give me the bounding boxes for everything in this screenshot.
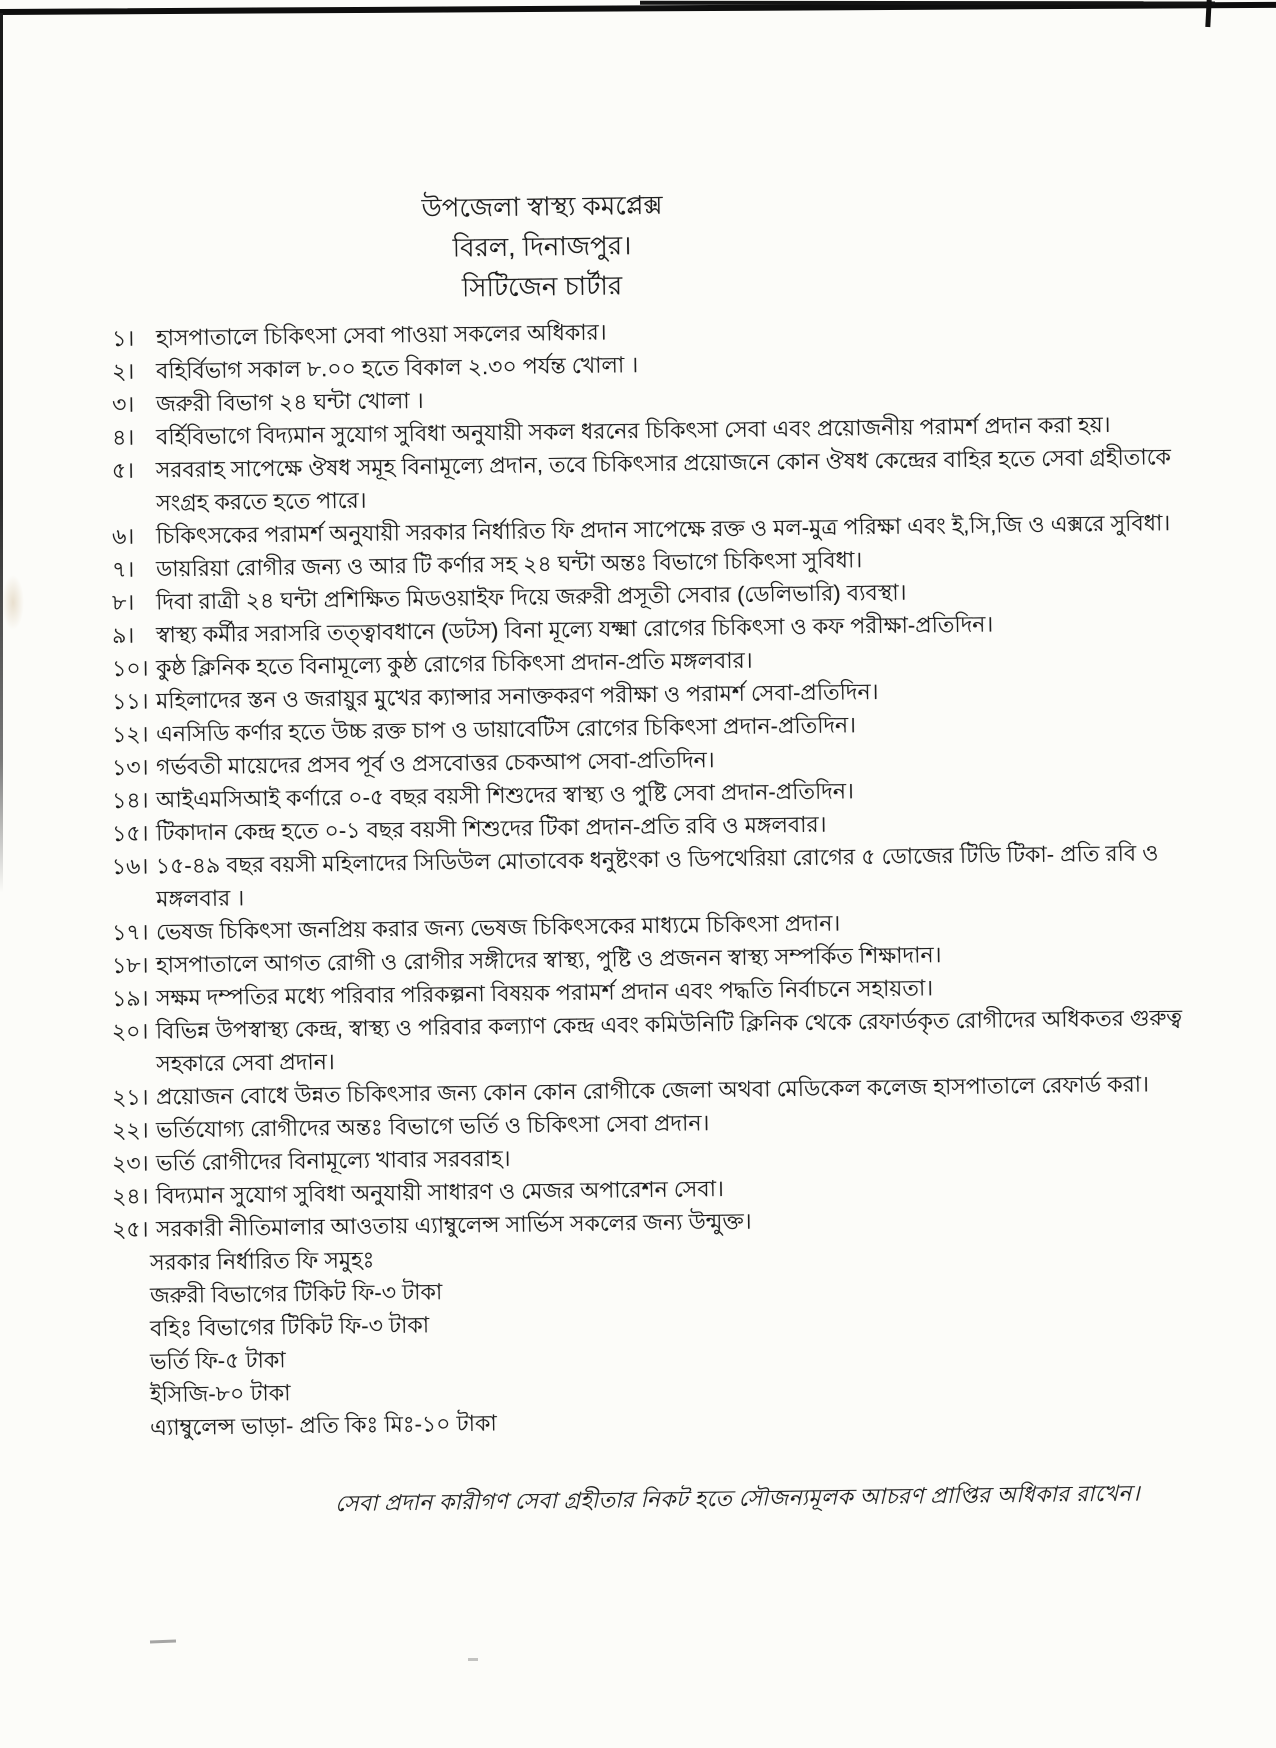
item-number: ২। xyxy=(111,358,135,384)
item-text: প্রয়োজন বোধে উন্নত চিকিৎসার জন্য কোন কোন রোগীকে জেলা অথবা মেডিকেল কলেজ হাসপাতালে রেফার্ড করা। xyxy=(155,1071,1149,1110)
item-number: ১০। xyxy=(111,655,149,681)
item-number: ১৫। xyxy=(111,820,149,846)
item-number: ১৯। xyxy=(111,985,149,1011)
fees-section xyxy=(150,1246,1192,1444)
item-text: সরকারী নীতিমালার আওতায় এ্যাম্বুলেন্স সার্ভিস সকলের জন্য উন্মুক্ত। xyxy=(155,1208,752,1242)
scan-smudge xyxy=(2,575,24,630)
item-text: ১৫-৪৯ বছর বয়সী মহিলাদের সিডিউল মোতাবেক ধনুষ্টংকা ও ডিপথেরিয়া রোগের ৫ ডোজের টিডি টিকা- প্রতি রবি ও মঙ্গলবার । xyxy=(155,840,1159,912)
fee-lines xyxy=(150,1279,1192,1444)
item-number: ২১। xyxy=(111,1084,149,1110)
item-number: ২২। xyxy=(111,1117,149,1143)
item-text: বহির্বিভাগ সকাল ৮.০০ হতে বিকাল ২.৩০ পর্যন্ত খোলা । xyxy=(155,352,639,384)
item-text: ডায়রিয়া রোগীর জন্য ও আর টি কর্ণার সহ ২৪ ঘন্টা অন্তঃ বিভাগে চিকিৎসা সুবিধা। xyxy=(155,547,863,582)
item-text: সক্ষম দম্পতির মধ্যে পরিবার পরিকল্পনা বিষয়ক পরামর্শ প্রদান এবং পদ্ধতি নির্বাচনে সহায়তা। xyxy=(155,975,934,1011)
item-text: এনসিডি কর্ণার হতে উচ্চ রক্ত চাপ ও ডায়াবেটিস রোগের চিকিৎসা প্রদান-প্রতিদিন। xyxy=(155,712,857,747)
item-text: মহিলাদের স্তন ও জরায়ুর মুখের ক্যান্সার সনাক্তকরণ পরীক্ষা ও পরামর্শ সেবা-প্রতিদিন। xyxy=(155,678,879,714)
item-text: হাসপাতালে আগত রোগী ও রোগীর সঙ্গীদের স্বাস্থ্য, পুষ্টি ও প্রজনন স্বাস্থ্য সম্পর্কিত শিক্ষাদান। xyxy=(155,942,942,978)
item-number: ১৩। xyxy=(111,754,149,780)
item-text: গর্ভবতী মায়েদের প্রসব পূর্ব ও প্রসবোত্তর চেকআপ সেবা-প্রতিদিন। xyxy=(155,747,715,780)
fee-line: এ্যাম্বুলেন্স ভাড়া- প্রতি কিঃ মিঃ-১০ টাকা xyxy=(149,1410,497,1440)
scan-edge-top-right xyxy=(640,1,1215,6)
item-number: ১৭। xyxy=(111,919,149,945)
doc-title: উপজেলা স্বাস্থ্য কমপ্লেক্স xyxy=(421,189,663,223)
footer-note: সেবা প্রদান কারীগণ সেবা গ্রহীতার নিকট হতে সৌজন্যমূলক আচরণ প্রাপ্তির অধিকার রাখেন। xyxy=(334,1480,1140,1516)
item-number: ৮। xyxy=(111,589,135,615)
doc-location: বিরল, দিনাজপুর। xyxy=(452,230,632,263)
item-number: ১। xyxy=(111,325,135,351)
item-text: দিবা রাত্রী ২৪ ঘন্টা প্রশিক্ষিত মিডওয়াইফ দিয়ে জরুরী প্রসূতী সেবার (ডেলিভারি) ব্যবস্থা। xyxy=(155,579,907,615)
document-content xyxy=(111,189,1192,1519)
item-text: আইএমসিআই কর্ণারে ০-৫ বছর বয়সী শিশুদের স্বাস্থ্য ও পুষ্টি সেবা প্রদান-প্রতিদিন। xyxy=(155,778,854,813)
document-header xyxy=(112,189,972,312)
item-text: বিদ্যমান সুযোগ সুবিধা অনুযায়ী সাধারণ ও মেজর অপারেশন সেবা। xyxy=(155,1175,724,1209)
scan-edge-notch xyxy=(1205,0,1211,27)
scan-speck xyxy=(468,1658,478,1661)
service-list xyxy=(111,319,1192,1246)
item-number: ৩। xyxy=(111,391,135,417)
item-number: ২৩। xyxy=(111,1150,149,1176)
item-number: ১৬। xyxy=(111,853,149,880)
item-text: ভর্তিযোগ্য রোগীদের অন্তঃ বিভাগে ভর্তি ও চিকিৎসা সেবা প্রদান। xyxy=(155,1110,710,1143)
item-text: স্বাস্থ্য কর্মীর সরাসরি তত্ত্বাবধানে (ডটস) বিনা মূল্যে যক্ষ্মা রোগের চিকিৎসা ও কফ পরীক্ষা-প্রতিদিন। xyxy=(155,611,994,648)
item-number: ১৪। xyxy=(111,787,149,813)
item-text: কুষ্ঠ ক্লিনিক হতে বিনামূল্যে কুষ্ঠ রোগের চিকিৎসা প্রদান-প্রতি মঙ্গলবার। xyxy=(155,647,753,681)
item-number: ১১। xyxy=(111,688,149,714)
item-number: ৭। xyxy=(111,556,135,582)
item-number: ১৮। xyxy=(111,952,149,978)
item-text: জরুরী বিভাগ ২৪ ঘন্টা খোলা । xyxy=(155,387,424,417)
item-number: ৬। xyxy=(111,523,135,549)
item-number: ৯। xyxy=(111,622,135,648)
item-number: ২৫। xyxy=(111,1216,149,1242)
item-number: ২০। xyxy=(111,1018,149,1045)
fee-line: জরুরী বিভাগের টিকিট ফি-৩ টাকা xyxy=(149,1279,443,1308)
fee-line: বহিঃ বিভাগের টিকিট ফি-৩ টাকা xyxy=(149,1312,430,1341)
fees-title: সরকার নির্ধারিত ফি সমুহঃ xyxy=(149,1247,375,1275)
scan-edge-left xyxy=(0,13,3,893)
doc-subtitle: সিটিজেন চার্টার xyxy=(461,270,623,303)
item-text: টিকাদান কেন্দ্র হতে ০-১ বছর বয়সী শিশুদের টিকা প্রদান-প্রতি রবি ও মঙ্গলবার। xyxy=(155,811,827,846)
fee-line: ইসিজি-৮০ টাকা xyxy=(149,1380,291,1407)
item-text: সরবরাহ সাপেক্ষে ঔষধ সমূহ বিনামূল্যে প্রদান, তবে চিকিৎসার প্রয়োজনে কোন ঔষধ কেন্দ্রের বাহির হতে সেবা গ্রহীতাকে সংগ্রহ করতে হতে পারে। xyxy=(155,444,1171,516)
item-number: ১২। xyxy=(111,721,149,747)
item-number: ৪। xyxy=(111,424,135,450)
item-text: চিকিৎসকের পরামর্শ অনুযায়ী সরকার নির্ধারিত ফি প্রদান সাপেক্ষে রক্ত ও মল-মুত্র পরিক্ষা এবং ই,সি,জি ও এক্সরে সুবিধা। xyxy=(155,510,1171,549)
item-text: হাসপাতালে চিকিৎসা সেবা পাওয়া সকলের অধিকার। xyxy=(155,319,607,351)
item-text: ভর্তি রোগীদের বিনামূল্যে খাবার সরবরাহ। xyxy=(155,1145,511,1176)
scan-speck xyxy=(150,1640,176,1644)
item-number: ২৪। xyxy=(111,1183,149,1209)
item-number: ৫। xyxy=(111,457,135,484)
item-text: ভেষজ চিকিৎসা জনপ্রিয় করার জন্য ভেষজ চিকিৎসকের মাধ্যমে চিকিৎসা প্রদান। xyxy=(155,910,841,945)
item-text: বিভিন্ন উপস্বাস্থ্য কেন্দ্র, স্বাস্থ্য ও পরিবার কল্যাণ কেন্দ্র এবং কমিউনিটি ক্লিনিক থেকে রেফার্ডকৃত রোগীদের অধিকতর গুরুত্ব সহকারে সেবা প্রদান। xyxy=(155,1004,1183,1077)
item-text: বর্হিবিভাগে বিদ্যমান সুযোগ সুবিধা অনুযায়ী সকল ধরনের চিকিৎসা সেবা এবং প্রয়োজনীয় পরামর্শ প্রদান করা হয়। xyxy=(155,411,1111,450)
fee-line: ভর্তি ফি-৫ টাকা xyxy=(149,1347,286,1374)
